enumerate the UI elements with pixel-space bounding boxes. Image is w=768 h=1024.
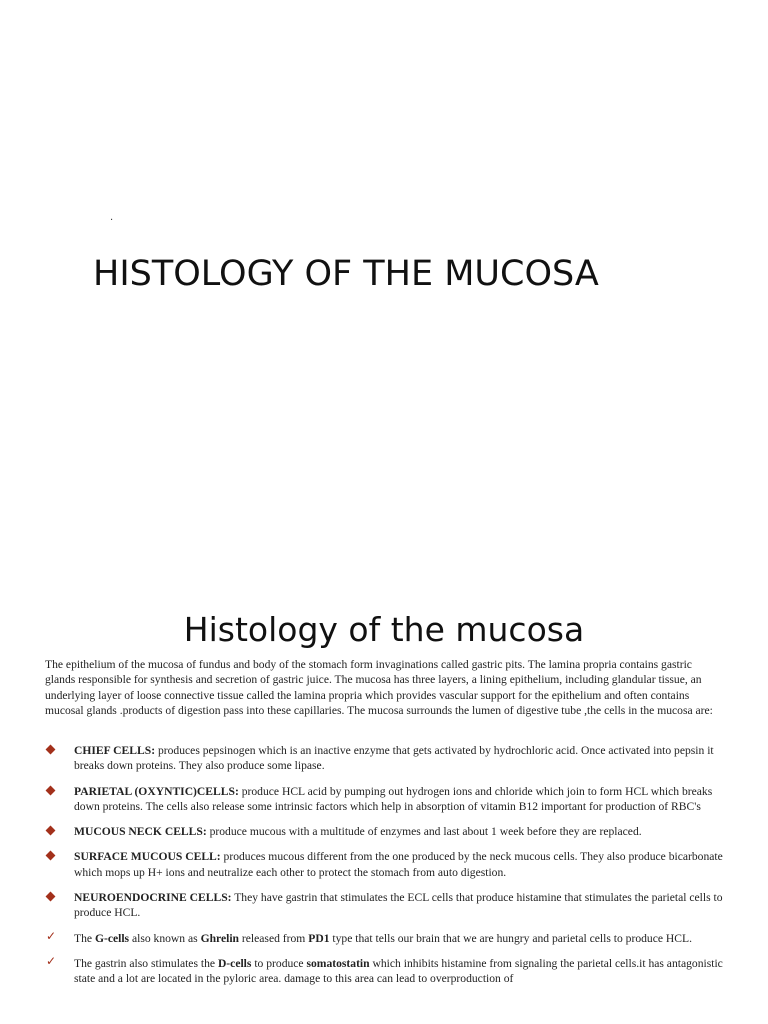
list-item xyxy=(45,849,725,880)
bullet-text: produce HCL acid by pumping out hydrogen ions and chloride which join to form HCL which breaks down proteins. The cells also release some intrinsic factors which help in absorption of vitamin B12 important for production of RBC's xyxy=(74,784,713,813)
bullet-text: They have gastrin that stimulates the ECL cells that produce histamine that stimulates the parietal cells to produce HCL. xyxy=(74,891,723,920)
list-item xyxy=(45,824,725,839)
check-icon: ✓ xyxy=(46,928,57,943)
slide-title: HISTOLOGY OF THE MUCOSA xyxy=(93,254,599,294)
bullet-term: NEUROENDOCRINE CELLS: xyxy=(74,891,232,905)
bullet-text: produce mucous with a multitude of enzymes and last about 1 week before they are replaced. xyxy=(206,825,642,839)
section-title: Histology of the mucosa xyxy=(183,610,585,649)
bullet-term: G-cells xyxy=(94,931,130,945)
list-item xyxy=(45,953,725,987)
bullet-term: Ghrelin xyxy=(200,931,240,945)
check-icon: ✓ xyxy=(46,953,57,968)
diamond-icon xyxy=(45,824,59,839)
bullet-text: which inhibits histamine from signaling the parietal cells.it has antagonistic state and a lot are located in the pyloric area. damage to this area can lead to overproduction of xyxy=(74,956,723,986)
bullet-text: produces pepsinogen which is an inactive enzyme that gets activated by hydrochloric acid. Once activated into pepsin it breaks down proteins. They also produce some lipase. xyxy=(74,744,714,773)
bullet-term: SURFACE MUCOUS CELL: xyxy=(74,850,221,864)
list-item xyxy=(45,784,725,815)
diamond-icon xyxy=(45,743,59,758)
diamond-icon xyxy=(45,849,59,864)
bullet-text: The gastrin also stimulates the xyxy=(74,956,218,970)
bullet-term: CHIEF CELLS: xyxy=(74,744,156,757)
list-item xyxy=(45,743,725,774)
bullet-text: to produce xyxy=(251,956,307,970)
list-item xyxy=(45,928,725,946)
bullet-text: produces mucous different from the one produced by the neck mucous cells. They also produce bicarbonate which mops up H+ ions and neutralize each other to protect the stomach from auto digestion. xyxy=(74,850,723,879)
diamond-icon xyxy=(45,784,59,799)
bullet-text: type that tells our brain that we are hungry and parietal cells to produce HCL. xyxy=(329,931,693,945)
bullet-term: PD1 xyxy=(308,931,330,945)
bullet-term: D-cells xyxy=(217,956,252,970)
bullet-term: PARIETAL (OXYNTIC)CELLS: xyxy=(74,784,239,798)
bullet-text: also known as xyxy=(129,931,201,945)
intro-paragraph: The epithelium of the mucosa of fundus and body of the stomach form invaginations called gastric pits. The lamina propria contains gastric glands responsible for synthesis and secretion of gastric juice. The mucosa has three layers, a lining epithelium, including glandular tissue, an underlying layer of loose connective tissue called the lamina propria which provides vascular support for the epithelium and often contains mucosal glands .products of digestion pass into these capillaries. The mucosa surrounds the lumen of digestive tube ,the cells in the mucosa are: xyxy=(45,658,713,717)
bullet-text: The xyxy=(74,931,95,945)
cell-types-list xyxy=(45,743,725,997)
bullet-text: released from xyxy=(239,931,309,945)
bullet-term: MUCOUS NECK CELLS: xyxy=(74,825,207,839)
bullet-term: somatostatin xyxy=(306,956,370,970)
diamond-icon xyxy=(45,890,59,905)
list-item xyxy=(45,890,725,921)
stray-dot: . xyxy=(110,212,114,223)
